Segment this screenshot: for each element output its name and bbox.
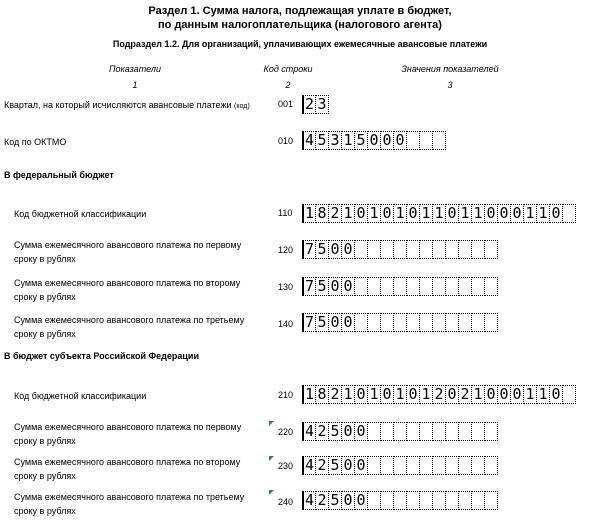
quarter-label: [4, 99, 250, 113]
subsection-title: Подраздел 1.2. Для организаций, уплачивающих ежемесячные авансовые платежи: [112, 39, 488, 49]
digit-cell: [393, 422, 407, 441]
digit-cell: [419, 456, 433, 475]
fed-p3-label-line1: Сумма ежемесячного авансового платежа по третьему: [14, 315, 245, 325]
digit-cell: 0: [328, 240, 342, 259]
reg-p1-label-line2: сроку в рублях: [14, 436, 76, 446]
regional-budget-heading: В бюджет субъекта Российской Федерации: [4, 351, 199, 361]
digit-cell: [419, 422, 433, 441]
reg-p3-label: [14, 490, 254, 518]
digit-cell: 0: [354, 204, 368, 223]
digit-cell: [419, 491, 433, 510]
digit-cell: [445, 240, 459, 259]
digit-cell: [393, 313, 407, 332]
digit-cell: 4: [302, 456, 316, 475]
code-240: 240: [278, 497, 294, 507]
fed-p1-field[interactable]: [302, 240, 497, 259]
digit-cell: [458, 456, 472, 475]
digit-cell: [484, 422, 498, 441]
digit-cell: 0: [341, 277, 355, 296]
digit-cell: [419, 313, 433, 332]
digit-cell: 4: [302, 131, 316, 150]
digit-cell: 1: [367, 385, 381, 404]
digit-cell: 1: [302, 204, 316, 223]
digit-cell: 0: [510, 204, 524, 223]
digit-cell: 2: [302, 95, 316, 114]
digit-cell: 1: [536, 204, 550, 223]
digit-cell: 1: [419, 385, 433, 404]
digit-cell: 1: [523, 385, 537, 404]
code-010: 010: [278, 136, 294, 146]
reg-p1-label: [14, 420, 254, 448]
col-header-values: Значения показателей: [401, 64, 499, 74]
reg-p3-label-line1: Сумма ежемесячного авансового платежа по третьему: [14, 492, 245, 502]
federal-budget-heading: В федеральный бюджет: [4, 170, 114, 180]
digit-cell: [367, 456, 381, 475]
digit-cell: [432, 491, 446, 510]
fed-p1-label: [14, 238, 254, 266]
reg-p3-label-line2: сроку в рублях: [14, 506, 76, 516]
digit-cell: [393, 491, 407, 510]
digit-cell: [367, 313, 381, 332]
fed-p2-label-line1: Сумма ежемесячного авансового платежа по второму: [14, 278, 241, 288]
digit-cell: [458, 277, 472, 296]
digit-cell: 0: [354, 422, 368, 441]
reg-p2-label-line1: Сумма ежемесячного авансового платежа по второму: [14, 457, 241, 467]
digit-cell: [354, 277, 368, 296]
digit-cell: 0: [445, 385, 459, 404]
autofill-marker: [269, 421, 274, 426]
digit-cell: 2: [328, 204, 342, 223]
autofill-marker: [269, 490, 274, 495]
digit-cell: 1: [302, 385, 316, 404]
digit-cell: [458, 491, 472, 510]
digit-cell: 0: [497, 385, 511, 404]
digit-cell: 0: [341, 456, 355, 475]
digit-cell: [432, 456, 446, 475]
digit-cell: 5: [328, 456, 342, 475]
digit-cell: [432, 422, 446, 441]
digit-cell: 1: [419, 204, 433, 223]
digit-cell: [393, 456, 407, 475]
digit-cell: [406, 131, 420, 150]
digit-cell: [380, 422, 394, 441]
digit-cell: [458, 240, 472, 259]
reg-p2-field[interactable]: [302, 456, 497, 475]
digit-cell: [484, 240, 498, 259]
code-230: 230: [278, 461, 294, 471]
fed-kbk-label: Код бюджетной классификации: [14, 209, 147, 219]
fed-p1-label-line2: сроку в рублях: [14, 254, 76, 264]
digit-cell: 0: [341, 313, 355, 332]
digit-cell: 5: [315, 240, 329, 259]
digit-cell: [471, 491, 485, 510]
digit-cell: [484, 277, 498, 296]
digit-cell: [380, 456, 394, 475]
digit-cell: [380, 313, 394, 332]
digit-cell: 7: [302, 277, 316, 296]
digit-cell: 2: [315, 491, 329, 510]
digit-cell: 1: [341, 385, 355, 404]
digit-cell: 0: [341, 491, 355, 510]
digit-cell: 0: [328, 277, 342, 296]
digit-cell: 2: [328, 385, 342, 404]
oktmo-field[interactable]: [302, 131, 445, 150]
quarter-field[interactable]: [302, 95, 328, 114]
digit-cell: 0: [341, 240, 355, 259]
digit-cell: [484, 456, 498, 475]
digit-cell: 2: [315, 422, 329, 441]
digit-cell: 0: [484, 385, 498, 404]
digit-cell: 0: [406, 385, 420, 404]
reg-p2-label: [14, 455, 254, 483]
code-110: 110: [278, 208, 293, 218]
digit-cell: 0: [354, 491, 368, 510]
digit-cell: 1: [536, 385, 550, 404]
fed-p3-label-line2: сроку в рублях: [14, 329, 76, 339]
digit-cell: [406, 456, 420, 475]
col-header-code: Код строки: [263, 64, 313, 74]
autofill-marker: [269, 456, 274, 461]
digit-cell: [445, 313, 459, 332]
digit-cell: 0: [367, 131, 381, 150]
digit-cell: [354, 313, 368, 332]
digit-cell: 7: [302, 240, 316, 259]
fed-kbk-field[interactable]: [302, 204, 575, 223]
digit-cell: [471, 313, 485, 332]
digit-cell: 1: [471, 204, 485, 223]
digit-cell: 4: [302, 491, 316, 510]
digit-cell: 1: [458, 204, 472, 223]
digit-cell: [354, 240, 368, 259]
digit-cell: 0: [380, 204, 394, 223]
reg-p2-label-line2: сроку в рублях: [14, 471, 76, 481]
digit-cell: [380, 277, 394, 296]
fed-p3-label: [14, 313, 254, 341]
digit-cell: 1: [523, 204, 537, 223]
digit-cell: 0: [497, 204, 511, 223]
digit-cell: 0: [380, 131, 394, 150]
digit-cell: [406, 313, 420, 332]
digit-cell: [406, 491, 420, 510]
digit-cell: 0: [354, 385, 368, 404]
fed-p3-field[interactable]: [302, 313, 497, 332]
digit-cell: [458, 313, 472, 332]
digit-cell: 2: [432, 385, 446, 404]
digit-cell: 8: [315, 204, 329, 223]
digit-cell: [445, 422, 459, 441]
fed-p2-label: [14, 276, 254, 304]
reg-p3-field[interactable]: [302, 491, 497, 510]
digit-cell: [484, 313, 498, 332]
digit-cell: 5: [354, 131, 368, 150]
col-number-1: 1: [132, 80, 138, 90]
digit-cell: [471, 277, 485, 296]
digit-cell: [471, 240, 485, 259]
digit-cell: 0: [510, 385, 524, 404]
digit-cell: 5: [315, 277, 329, 296]
digit-cell: 1: [393, 204, 407, 223]
oktmo-label: Код по ОКТМО: [4, 137, 67, 147]
digit-cell: 5: [315, 131, 329, 150]
digit-cell: 2: [458, 385, 472, 404]
digit-cell: [406, 240, 420, 259]
digit-cell: 5: [328, 491, 342, 510]
reg-p1-field[interactable]: [302, 422, 497, 441]
digit-cell: [419, 131, 433, 150]
digit-cell: 0: [406, 204, 420, 223]
digit-cell: 1: [341, 204, 355, 223]
digit-cell: [445, 491, 459, 510]
fed-p1-label-line1: Сумма ежемесячного авансового платежа по первому: [14, 240, 242, 250]
fed-p2-field[interactable]: [302, 277, 497, 296]
digit-cell: 1: [471, 385, 485, 404]
digit-cell: [406, 277, 420, 296]
digit-cell: [484, 491, 498, 510]
code-220: 220: [278, 427, 294, 437]
digit-cell: 1: [341, 131, 355, 150]
col-header-indicators: Показатели: [109, 64, 161, 74]
digit-cell: 1: [367, 204, 381, 223]
digit-cell: 7: [302, 313, 316, 332]
digit-cell: 0: [445, 204, 459, 223]
digit-cell: 0: [549, 385, 563, 404]
digit-cell: 0: [380, 385, 394, 404]
digit-cell: [367, 491, 381, 510]
digit-cell: [419, 277, 433, 296]
digit-cell: [458, 422, 472, 441]
digit-cell: [432, 131, 446, 150]
digit-cell: [406, 422, 420, 441]
digit-cell: [393, 277, 407, 296]
digit-cell: 0: [484, 204, 498, 223]
digit-cell: 8: [315, 385, 329, 404]
digit-cell: 5: [328, 422, 342, 441]
digit-cell: 0: [328, 313, 342, 332]
section-title-line2: по данным налогоплательщика (налогового агента): [158, 19, 442, 31]
digit-cell: 4: [302, 422, 316, 441]
digit-cell: 3: [315, 95, 329, 114]
reg-p1-label-line1: Сумма ежемесячного авансового платежа по первому: [14, 422, 242, 432]
digit-cell: [432, 313, 446, 332]
digit-cell: 1: [393, 385, 407, 404]
section-title-line1: Раздел 1. Сумма налога, подлежащая уплате в бюджет,: [148, 5, 452, 17]
digit-cell: 0: [354, 456, 368, 475]
reg-kbk-field[interactable]: [302, 385, 575, 404]
digit-cell: [380, 491, 394, 510]
digit-cell: [562, 204, 576, 223]
digit-cell: [367, 277, 381, 296]
digit-cell: [419, 240, 433, 259]
code-120: 120: [278, 245, 294, 255]
code-130: 130: [278, 282, 294, 292]
digit-cell: [471, 456, 485, 475]
fed-p2-label-line2: сроку в рублях: [14, 292, 76, 302]
quarter-label-main: Квартал, на который исчисляются авансовые платежи: [4, 100, 232, 110]
col-number-2: 2: [285, 80, 291, 90]
digit-cell: 1: [432, 204, 446, 223]
digit-cell: 0: [341, 422, 355, 441]
quarter-label-small: (код): [234, 103, 250, 110]
col-number-3: 3: [447, 80, 453, 90]
digit-cell: [445, 277, 459, 296]
digit-cell: 5: [315, 313, 329, 332]
digit-cell: [380, 240, 394, 259]
digit-cell: [367, 240, 381, 259]
digit-cell: [393, 240, 407, 259]
digit-cell: 3: [328, 131, 342, 150]
digit-cell: [562, 385, 576, 404]
code-140: 140: [278, 319, 294, 329]
digit-cell: [432, 277, 446, 296]
digit-cell: 0: [549, 204, 563, 223]
digit-cell: 0: [393, 131, 407, 150]
code-210: 210: [278, 390, 294, 400]
digit-cell: [367, 422, 381, 441]
digit-cell: 2: [315, 456, 329, 475]
digit-cell: [471, 422, 485, 441]
reg-kbk-label: Код бюджетной классификации: [14, 391, 147, 401]
digit-cell: [445, 456, 459, 475]
code-001: 001: [278, 99, 294, 109]
digit-cell: [432, 240, 446, 259]
